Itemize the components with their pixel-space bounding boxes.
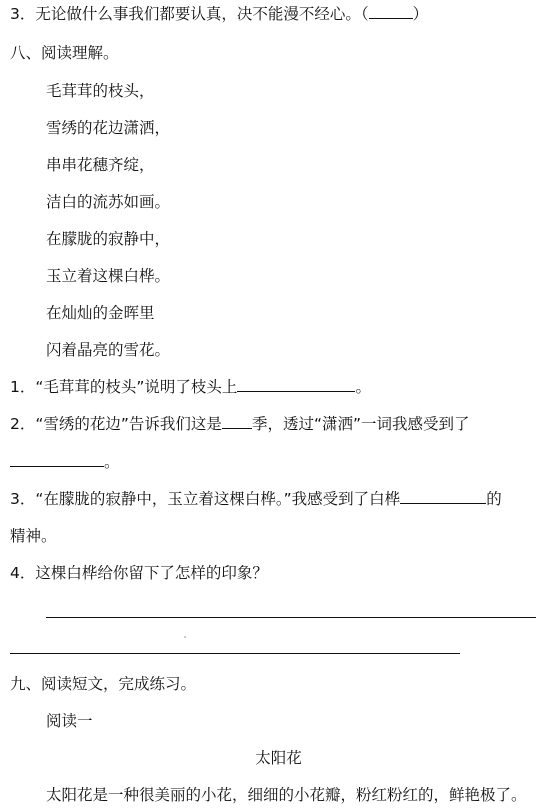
question-text: 2．“雪绣的花边”告诉我们这是: [10, 415, 222, 433]
question-3-choice: [10, 4, 428, 24]
poem-line: 玉立着这棵白桦。: [46, 267, 171, 285]
question-3-cont: 精神。: [10, 527, 57, 545]
answer-line[interactable]: [10, 653, 460, 654]
poem-line: 在灿灿的金晖里: [46, 304, 155, 322]
answer-blank[interactable]: [400, 489, 486, 504]
article-title: 太阳花: [255, 749, 302, 767]
poem-line: 串串花穗齐绽，: [46, 156, 155, 174]
article-paragraph: 太阳花是一种很美丽的小花，细细的小花瓣，粉红粉红的，鲜艳极了。: [46, 786, 527, 804]
question-4: 4．这棵白桦给你留下了怎样的印象？: [10, 564, 268, 582]
question-3: [10, 489, 502, 509]
poem-line: 洁白的流苏如画。: [46, 193, 171, 211]
question-text: 1．“毛茸茸的枝头”说明了枝头上: [10, 378, 238, 396]
scan-speck: [184, 636, 186, 638]
question-1: [10, 377, 371, 397]
question-text-end: 。: [355, 378, 371, 396]
question-close-paren: ）: [412, 5, 429, 23]
question-text: 3．“在朦胧的寂静中，玉立着这棵白桦。”我感受到了白桦: [10, 490, 401, 508]
question-2-cont: [10, 452, 120, 472]
answer-blank[interactable]: [369, 4, 413, 19]
question-text: 3．无论做什么事我们都要认真，决不能漫不经心。（: [10, 5, 369, 23]
answer-line[interactable]: [46, 617, 536, 618]
poem-line: 雪绣的花边潇洒，: [46, 119, 171, 137]
section-8-heading: 八、阅读理解。: [10, 44, 119, 62]
poem-line: 闪着晶亮的雪花。: [46, 341, 171, 359]
poem-line: 在朦胧的寂静中，: [46, 230, 171, 248]
poem-line: 毛茸茸的枝头，: [46, 82, 155, 100]
reading-label: 阅读一: [46, 712, 93, 730]
answer-blank[interactable]: [222, 414, 252, 429]
question-text-cont: 的: [486, 490, 502, 508]
question-text-end: 。: [104, 453, 120, 471]
answer-blank[interactable]: [237, 377, 355, 392]
question-text-cont: 季，透过“潇洒”一词我感受到了: [251, 415, 470, 433]
question-2: [10, 414, 470, 434]
answer-blank[interactable]: [10, 452, 104, 467]
section-9-heading: 九、阅读短文，完成练习。: [10, 675, 197, 693]
